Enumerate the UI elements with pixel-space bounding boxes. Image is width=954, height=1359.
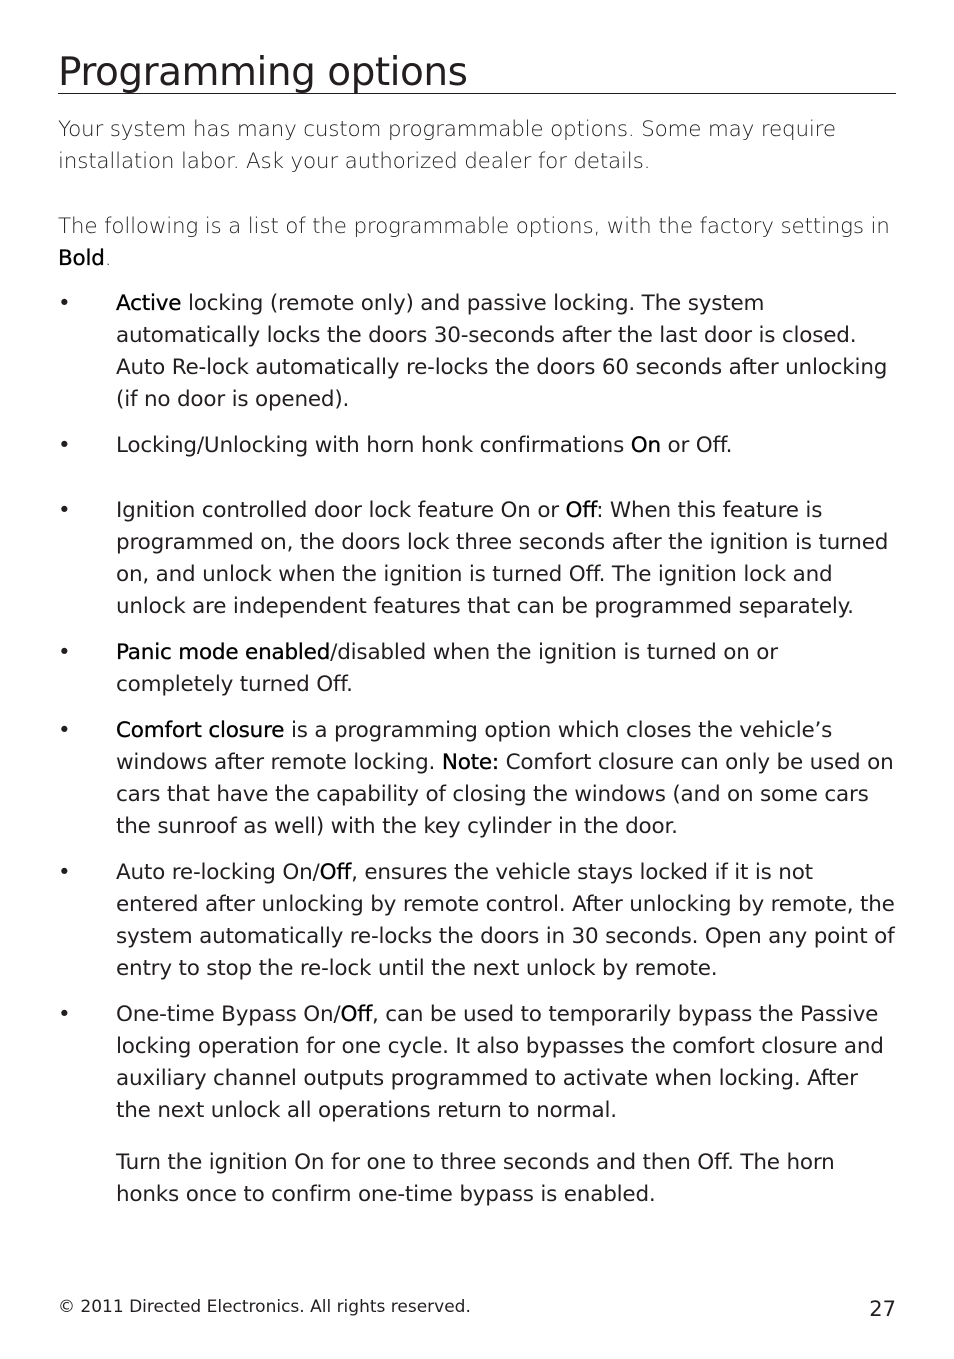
factory-settings-text: The following is a list of the programmable options, with the factory settings in	[58, 214, 890, 239]
option-text: Comfort closure can only be used on cars that have the capability of closing the windows (and on some cars the sunroof as well) with the key cylinder in the door.	[116, 750, 894, 839]
option-text: /disabled when the ignition is turned on or completely turned Off.	[116, 640, 778, 697]
option-text: : When this feature is programmed on, the doors lock three seconds after the ignition is turned on, and unlock when the ignition is turned Off. The ignition lock and unlock are independent features that can be programmed separately.	[116, 498, 889, 619]
option-highlight: Off	[340, 1002, 372, 1027]
bold-word: Bold	[58, 246, 105, 271]
bullet-icon: •	[58, 291, 71, 316]
option-highlight: On	[630, 433, 661, 458]
note-label: Note:	[441, 750, 499, 775]
bullet-icon: •	[58, 433, 71, 458]
bullet-icon: •	[58, 640, 71, 665]
option-highlight: Comfort closure	[116, 718, 285, 743]
copyright-notice: © 2011 Directed Electronics. All rights reserved.	[58, 1297, 471, 1317]
option-text: , can be used to temporarily bypass the Passive locking operation for one cycle. It also bypasses the comfort closure and auxiliary channel outputs programmed to activate when locking. After the next unlock all operations return to normal.	[116, 1002, 884, 1123]
option-text: , ensures the vehicle stays locked if it is not entered after unlocking by remote control. After unlocking by remote, the system automatically re-locks the doors in 30 seconds. Open any point of entry to stop the re-lock until the next unlock by remote.	[116, 860, 895, 981]
option-text-pre: One-time Bypass On/	[116, 1002, 341, 1027]
factory-settings-end: .	[104, 246, 112, 271]
title-underline	[58, 93, 896, 94]
option-text: locking (remote only) and passive locking. The system automatically locks the doors 30-seconds after the last door is closed. Auto Re-lock automatically re-locks the doors 60 seconds after unlocking (if no door is opened).	[116, 291, 888, 412]
intro-paragraph: Your system has many custom programmable options. Some may require installation labor. Ask your authorized dealer for details.	[58, 117, 836, 174]
option-highlight: Off	[319, 860, 352, 885]
page-title: Programming options	[58, 50, 468, 95]
option-highlight: Active	[116, 291, 182, 316]
option-text-pre: Locking/Unlocking with horn honk confirmations	[116, 433, 631, 458]
bullet-icon: •	[58, 860, 71, 885]
factory-settings-paragraph	[58, 211, 896, 275]
options-list	[58, 288, 896, 1127]
list-item	[58, 857, 896, 985]
list-item	[58, 637, 896, 701]
bullet-icon: •	[58, 498, 71, 523]
bypass-instructions: Turn the ignition On for one to three seconds and then Off. The horn honks once to confirm one-time bypass is enabled.	[116, 1150, 835, 1207]
list-item	[58, 999, 896, 1127]
option-text-pre: Ignition controlled door lock feature On or	[116, 498, 566, 523]
list-item	[58, 715, 896, 843]
option-text-mid: is a programming option which closes the vehicle’s windows after remote locking.	[116, 718, 833, 775]
option-text: or Off.	[660, 433, 733, 458]
option-highlight: Off	[565, 498, 597, 523]
bullet-icon: •	[58, 718, 71, 743]
title-row	[58, 50, 896, 96]
manual-page	[58, 0, 896, 1359]
list-item	[58, 430, 896, 462]
list-item	[58, 288, 896, 416]
option-text-pre: Auto re-locking On/	[116, 860, 320, 885]
option-highlight: Panic mode enabled	[116, 640, 331, 665]
page-number: 27	[869, 1297, 896, 1321]
list-item	[58, 495, 896, 623]
bullet-icon: •	[58, 1002, 71, 1027]
